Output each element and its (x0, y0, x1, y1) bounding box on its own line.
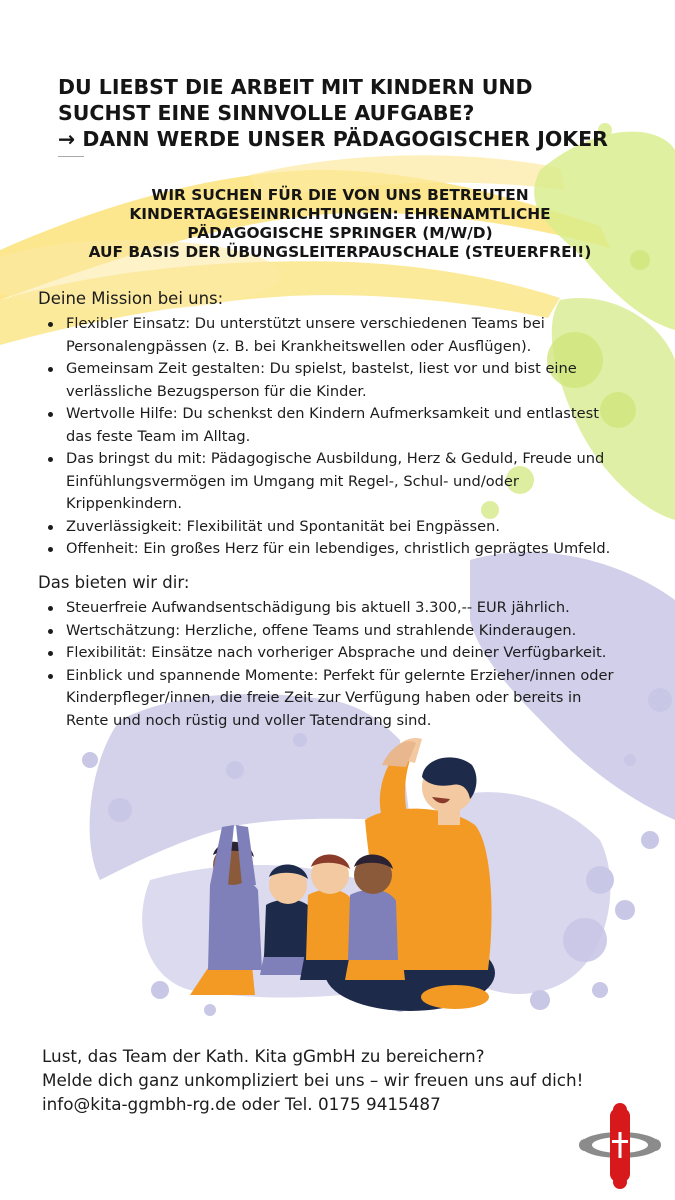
subheadline-line-1: WIR SUCHEN FÜR DIE VON UNS BETREUTEN (151, 186, 529, 204)
list-item: Gemeinsam Zeit gestalten: Du spielst, bastelst, liest vor und bist eine verlässliche Bezugsperson für die Kinder. (42, 358, 662, 403)
mission-title: Deine Mission bei uns: (38, 289, 224, 308)
headline (58, 74, 658, 152)
list-item: Flexibilität: Einsätze nach vorheriger Absprache und deiner Verfügbarkeit. (42, 642, 662, 665)
list-item: Flexibler Einsatz: Du unterstützt unsere verschiedenen Teams bei Personalengpässen (z. B. bei Krankheitswellen oder Ausflügen). (42, 313, 662, 358)
adult-playing-with-children-illustration (170, 725, 510, 1025)
caritas-logo-icon (575, 1100, 665, 1190)
bullet-icon (48, 457, 53, 462)
headline-line-1: DU LIEBST DIE ARBEIT MIT KINDERN UND (58, 75, 533, 99)
contact-line-2: Melde dich ganz unkompliziert bei uns – wir freuen uns auf dich! (42, 1070, 584, 1090)
subheadline-line-3: PÄDAGOGISCHE SPRINGER (M/W/D) (187, 224, 493, 242)
bullet-icon (48, 606, 53, 611)
divider (58, 156, 84, 157)
list-item: Das bringst du mit: Pädagogische Ausbildung, Herz & Geduld, Freude und Einfühlungsvermögen im Umgang mit Regel-, Schul- und/oder Krippenkindern. (42, 448, 662, 516)
list-item: Wertvolle Hilfe: Du schenkst den Kindern Aufmerksamkeit und entlastest das feste Team im Alltag. (42, 403, 662, 448)
list-item: Einblick und spannende Momente: Perfekt für gelernte Erzieher/innen oder Kinderpfleger/innen, die freie Zeit zur Verfügung haben oder bereits in Rente und noch rüstig und voller Tatendrang sind. (42, 665, 662, 733)
contact-email-phone[interactable]: info@kita-ggmbh-rg.de oder Tel. 0175 9415487 (42, 1094, 441, 1114)
list-item: Wertschätzung: Herzliche, offene Teams und strahlende Kinderaugen. (42, 620, 662, 643)
offer-title: Das bieten wir dir: (38, 573, 190, 592)
bullet-icon (48, 629, 53, 634)
headline-line-2: SUCHST EINE SINNVOLLE AUFGABE? (58, 101, 475, 125)
subheadline (40, 186, 640, 262)
bullet-icon (48, 367, 53, 372)
contact-block (42, 1044, 662, 1116)
list-item: Offenheit: Ein großes Herz für ein lebendiges, christlich geprägtes Umfeld. (42, 538, 662, 561)
bullet-icon (48, 651, 53, 656)
contact-line-1: Lust, das Team der Kath. Kita gGmbH zu bereichern? (42, 1046, 485, 1066)
bullet-icon (48, 525, 53, 530)
subheadline-line-2: KINDERTAGESEINRICHTUNGEN: EHRENAMTLICHE (129, 205, 551, 223)
bullet-icon (48, 547, 53, 552)
bullet-icon (48, 412, 53, 417)
bullet-icon (48, 674, 53, 679)
subheadline-line-4: AUF BASIS DER ÜBUNGSLEITERPAUSCHALE (STEUERFREI!) (88, 243, 592, 261)
bullet-icon (48, 322, 53, 327)
list-item: Zuverlässigkeit: Flexibilität und Spontanität bei Engpässen. (42, 516, 662, 539)
offer-list (42, 597, 662, 732)
list-item: Steuerfreie Aufwandsentschädigung bis aktuell 3.300,-- EUR jährlich. (42, 597, 662, 620)
mission-list (42, 313, 662, 561)
headline-line-3: → DANN WERDE UNSER PÄDAGOGISCHER JOKER (58, 127, 608, 151)
